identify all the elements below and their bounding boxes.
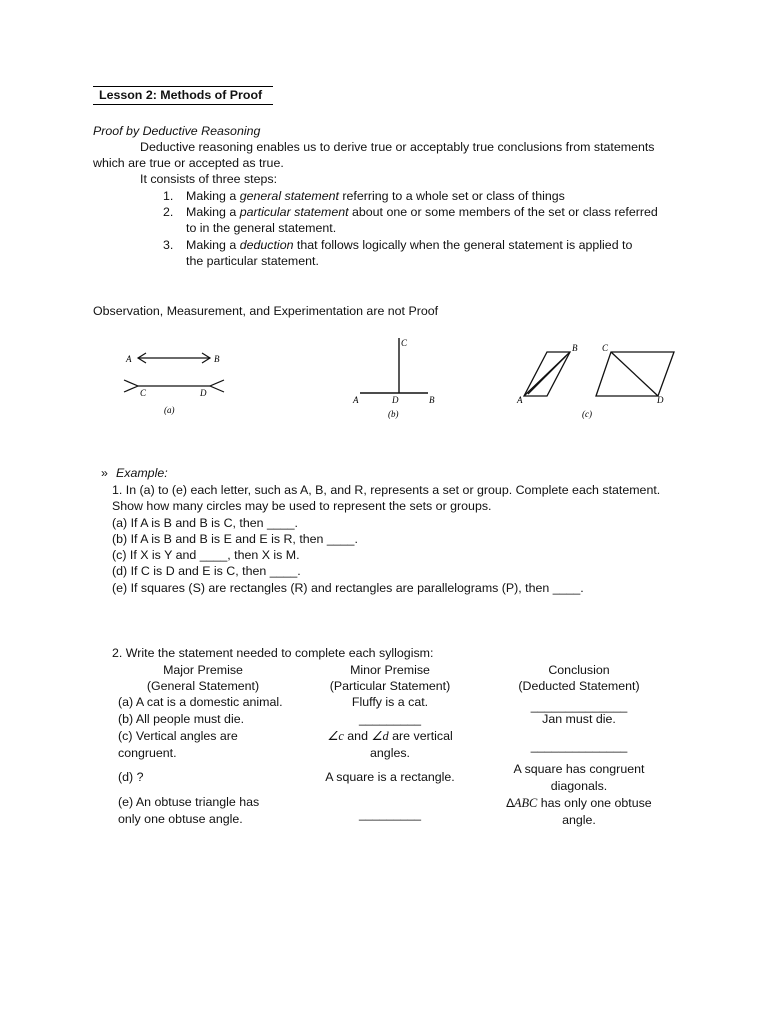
step-number: 3. (163, 238, 174, 252)
step-number: 1. (163, 189, 174, 203)
step-emphasis: particular statement (239, 205, 349, 219)
figure-a-caption: (a) (164, 405, 175, 415)
example-item: (d) If C is D and E is C, then ____. (112, 564, 301, 578)
major-premise-d: (d) ? (118, 770, 144, 784)
minor-premise-header: Minor Premise (350, 663, 430, 677)
step-post: referring to a whole set or class of things (338, 189, 565, 203)
example-item: (a) If A is B and B is C, then ____. (112, 516, 298, 530)
figure-a-label-c: C (140, 388, 147, 398)
major-premise-c: (c) Vertical angles are (118, 729, 238, 743)
question-1-line-2: Show how many circles may be used to represent the sets or groups. (112, 499, 492, 513)
figure-a (124, 353, 224, 392)
conclusion-e-continued: angle. (562, 813, 596, 827)
minor-premise-c-rest: are vertical (388, 729, 453, 743)
major-premise-a: (a) A cat is a domestic animal. (118, 695, 283, 709)
lesson-title: Lesson 2: Methods of Proof (93, 86, 273, 105)
minor-premise-b-blank: _________ (358, 712, 422, 726)
step-post: about one or some members of the set or class referred (348, 205, 658, 219)
triangle-name: ABC (513, 796, 538, 810)
figure-c-caption: (c) (582, 409, 592, 419)
example-bullet: » (101, 466, 108, 480)
figure-b-label-c: C (401, 338, 408, 348)
major-premise-e-continued: only one obtuse angle. (118, 812, 243, 826)
figure-a-label-b: B (214, 354, 220, 364)
figure-a-label-a: A (126, 354, 132, 364)
step-emphasis: deduction (239, 238, 294, 252)
example-label: Example: (116, 466, 168, 480)
conclusion-c-blank: ______________ (530, 739, 628, 753)
intro-line-2: which are true or accepted as true. (93, 156, 284, 170)
figure-c-label-b: B (572, 343, 578, 353)
example-item: (e) If squares (S) are rectangles (R) and rectangles are parallelograms (P), then ____. (112, 581, 584, 595)
figure-c (524, 352, 674, 396)
conclusion-d-continued: diagonals. (550, 779, 608, 793)
conclusion-a-blank: ______________ (530, 699, 628, 713)
step-pre: Making a (186, 238, 240, 252)
conclusion-b: Jan must die. (542, 712, 616, 726)
section-heading: Proof by Deductive Reasoning (93, 124, 261, 138)
conclusion-e (494, 795, 664, 811)
step-emphasis: general statement (239, 189, 339, 203)
step-number: 2. (163, 205, 174, 219)
step-text (186, 237, 632, 253)
minor-premise-c-continued: angles. (370, 746, 410, 760)
syllogism-intro: 2. Write the statement needed to complete each syllogism: (112, 646, 434, 660)
major-premise-subheader: (General Statement) (146, 679, 260, 693)
figure-b-label-a: A (353, 395, 359, 405)
figure-a-label-d: D (200, 388, 207, 398)
figure-b (360, 338, 428, 393)
example-item: (b) If A is B and B is E and E is R, then ____. (112, 532, 358, 546)
minor-premise-a: Fluffy is a cat. (351, 695, 429, 709)
step-text-continued: to in the general statement. (186, 221, 337, 235)
figure-c-label-c: C (602, 343, 609, 353)
example-item: (c) If X is Y and ____, then X is M. (112, 548, 300, 562)
steps-intro: It consists of three steps: (140, 172, 278, 186)
minor-premise-d: A square is a rectangle. (325, 770, 455, 784)
step-pre: Making a (186, 189, 240, 203)
major-premise-header: Major Premise (163, 663, 243, 677)
question-1-line-1: 1. In (a) to (e) each letter, such as A, B, and R, represents a set or group. Complete each statement. (112, 483, 661, 497)
minor-premise-c (304, 728, 476, 744)
angle-d-symbol: ∠d (371, 729, 389, 743)
intro-line-1: Deductive reasoning enables us to derive true or acceptably true conclusions from statements (140, 140, 655, 154)
step-text (186, 204, 658, 220)
conclusion-e-rest: has only one obtuse (537, 796, 652, 810)
observation-heading: Observation, Measurement, and Experimentation are not Proof (93, 304, 439, 318)
figure-c-label-a: A (517, 395, 523, 405)
angle-c-symbol: ∠c (327, 729, 344, 743)
minor-premise-c-and: and (343, 729, 372, 743)
step-pre: Making a (186, 205, 240, 219)
conclusion-subheader: (Deducted Statement) (518, 679, 640, 693)
figure-b-label-b: B (429, 395, 435, 405)
major-premise-c-continued: congruent. (118, 746, 177, 760)
minor-premise-subheader: (Particular Statement) (329, 679, 451, 693)
major-premise-b: (b) All people must die. (118, 712, 245, 726)
conclusion-header: Conclusion (548, 663, 610, 677)
figure-b-label-d: D (392, 395, 399, 405)
triangle-symbol: ∆ (506, 796, 514, 810)
major-premise-e: (e) An obtuse triangle has (118, 795, 260, 809)
step-post: that follows logically when the general statement is applied to (293, 238, 633, 252)
figure-c-label-d: D (657, 395, 664, 405)
conclusion-d: A square has congruent (513, 762, 645, 776)
step-text (186, 188, 565, 204)
step-text-continued: the particular statement. (186, 254, 319, 268)
figures-illustration (110, 330, 690, 430)
figure-b-caption: (b) (388, 409, 399, 419)
minor-premise-e-blank: _________ (358, 807, 422, 821)
